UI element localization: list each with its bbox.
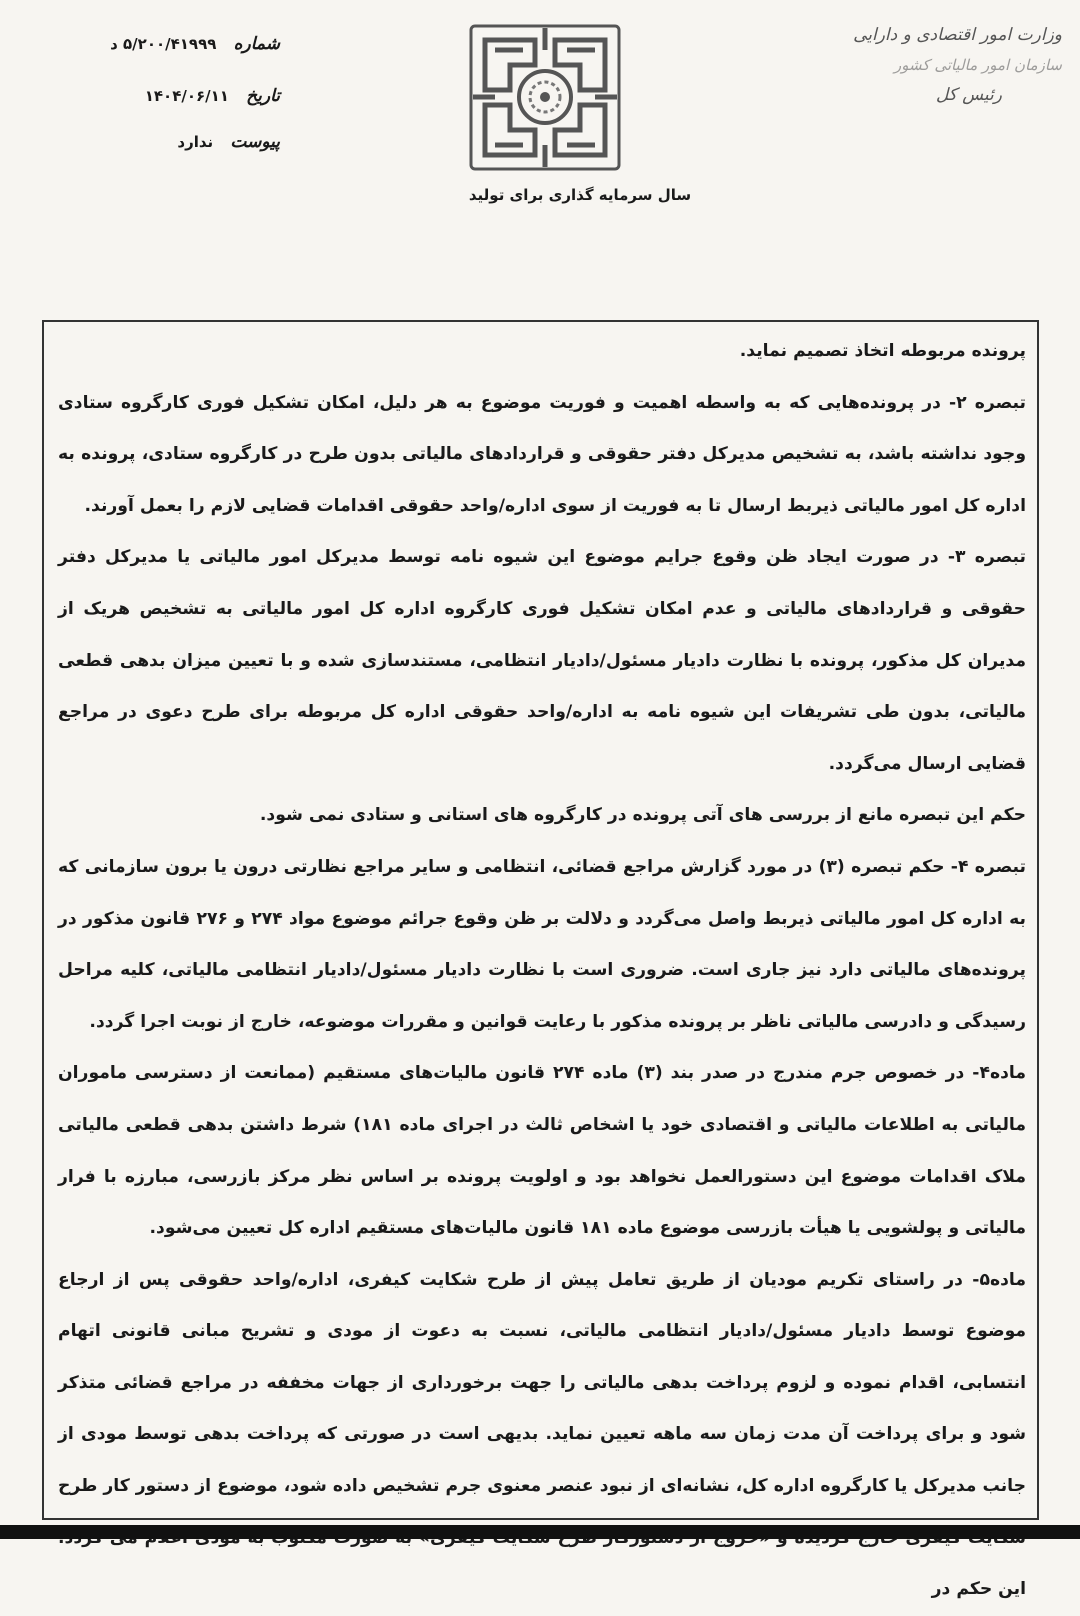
- body-paragraph: پرونده مربوطه اتخاذ تصمیم نماید.: [739, 341, 1026, 361]
- tax-organization-emblem: [465, 20, 625, 175]
- year-slogan: سال سرمایه گذاری برای تولید: [468, 186, 692, 204]
- letter-date: [100, 86, 280, 106]
- ministry-line: رئیس کل: [935, 85, 1002, 105]
- letter-body: [58, 326, 1026, 1616]
- date-value: ۱۴۰۴/۰۶/۱۱: [144, 87, 229, 105]
- ministry-heading: [792, 20, 1062, 110]
- date-label: تاریخ: [246, 86, 280, 106]
- attachment-value: ندارد: [177, 133, 214, 151]
- attachment-label: پیوست: [230, 132, 280, 152]
- number-value: ۵/۲۰۰/۴۱۹۹۹ د: [110, 35, 217, 53]
- ministry-line: سازمان امور مالیاتی کشور: [894, 56, 1062, 74]
- note-3-paragraph: تبصره ۳- در صورت ایجاد ظن وقوع جرایم موضوع این شیوه نامه توسط مدیرکل امور مالیاتی یا مدیرکل دفتر حقوقی و قراردادهای مالیاتی و عدم امکان تشکیل فوری کارگروه اداره کل امور مالیاتی به تشخیص هریک از مدیران کل مذکور، پرونده با نظارت دادیار مسئول/دادیار انتظامی، مستندسازی شده و با تعیین میزان بدهی قطعی مالیاتی، بدون طی تشریفات این شیوه نامه به اداره/واحد حقوقی اداره کل مربوطه برای طرح دعوی در مراجع قضایی ارسال می‌گردد.: [58, 547, 1026, 774]
- ministry-line: وزارت امور اقتصادی و دارایی: [853, 25, 1062, 45]
- article-4-paragraph: ماده۴- در خصوص جرم مندرج در صدر بند (۳) ماده ۲۷۴ قانون مالیات‌های مستقیم (ممانعت از دسترسی ماموران مالیاتی به اطلاعات مالیاتی و اقتصادی خود یا اشخاص ثالث در اجرای ماده ۱۸۱) شرط داشتن بدهی قطعی مالیاتی ملاک اقدامات موضوع این دستورالعمل نخواهد بود و اولویت پرونده بر اساس نظر مرکز بازرسی، مبارزه با فرار مالیاتی و پولشویی یا هیأت بازرسی موضوع ماده ۱۸۱ قانون مالیات‌های مستقیم اداره کل تعیین می‌شود.: [58, 1063, 1026, 1239]
- note-4-paragraph: تبصره ۴- حکم تبصره (۳) در مورد گزارش مراجع قضائی، انتظامی و سایر مراجع نظارتی درون یا برون سازمانی که به اداره کل امور مالیاتی ذیربط واصل می‌گردد و دلالت بر ظن وقوع جرائم موضوع مواد ۲۷۴ و ۲۷۶ قانون مذکور در پرونده‌های مالیاتی دارد نیز جاری است. ضروری است با نظارت دادیار مسئول/دادیار انتظامی مالیاتی، کلیه مراحل رسیدگی و دادرسی مالیاتی ناظر بر پرونده مذکور با رعایت قوانین و مقررات موضوعه، خارج از نوبت اجرا گردد.: [58, 856, 1026, 1032]
- scan-bottom-edge: [0, 1525, 1080, 1539]
- letter-number: [100, 34, 280, 54]
- article-5-paragraph: ماده۵- در راستای تکریم مودیان از طریق تعامل پیش از طرح شکایت کیفری، اداره/واحد حقوقی پس از ارجاع موضوع توسط دادیار مسئول/دادیار انتظامی مالیاتی، نسبت به دعوت از مودی و تشریح مبانی قانونی اتهام انتسابی، اقدام نموده و لزوم پرداخت بدهی مالیاتی را جهت برخورداری از جهات مخففه در مراجع قضائی متذکر شود و برای پرداخت آن مدت زمان سه ماهه تعیین نماید. بدیهی است در صورتی که پرداخت بدهی توسط مودی از جانب مدیرکل یا کارگروه اداره کل، نشانه‌ای از نبود عنصر معنوی جرم تشخیص داده شود، موضوع از دستور کار طرح این حکم در: [58, 1269, 1026, 1600]
- letter-attachment: [100, 132, 280, 152]
- note-2-paragraph: تبصره ۲- در پرونده‌هایی که به واسطه اهمیت و فوریت موضوع به هر دلیل، امکان تشکیل فوری کارگروه ستادی وجود نداشته باشد، به تشخیص مدیرکل دفتر حقوقی و قراردادهای مالیاتی بدون طرح در کارگروه ستادی، پرونده به اداره کل امور مالیاتی ذیربط ارسال تا به فوریت از سوی اداره/واحد حقوقی اقدامات قضایی لازم را بعمل آورند.: [58, 392, 1026, 516]
- body-paragraph: حکم این تبصره مانع از بررسی های آتی پرونده در کارگروه های استانی و ستادی نمی شود.: [259, 805, 1026, 826]
- number-label: شماره: [233, 34, 280, 54]
